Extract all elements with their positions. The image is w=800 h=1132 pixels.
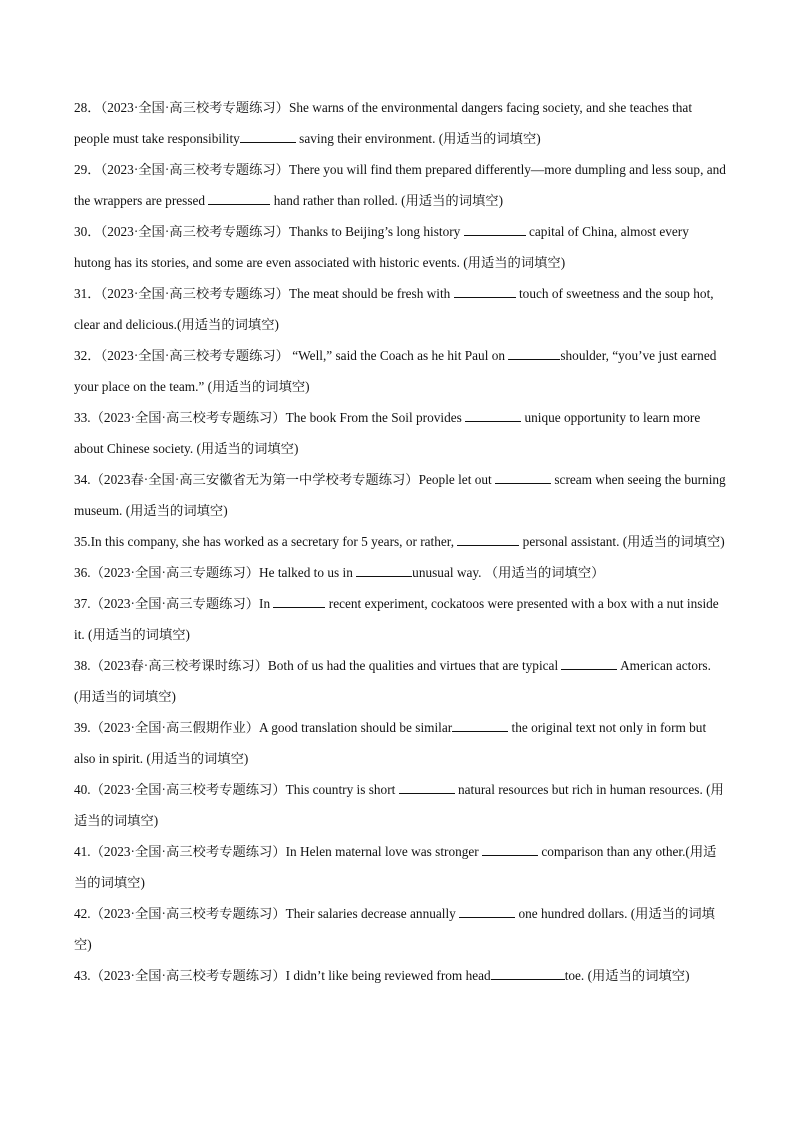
answer-blank[interactable]	[495, 472, 551, 484]
answer-blank[interactable]	[465, 410, 521, 422]
answer-blank[interactable]	[356, 565, 412, 577]
answer-blank[interactable]	[508, 348, 560, 360]
answer-blank[interactable]	[459, 906, 515, 918]
question-39: 39.（2023·全国·高三假期作业）A good translation should be similar the original text not only in form but also in spirit. (用适当的词填空)	[74, 720, 707, 766]
question-42: 42.（2023·全国·高三校考专题练习）Their salaries decrease annually one hundred dollars. (用适当的词填空)	[74, 906, 715, 952]
question-list	[74, 92, 726, 991]
answer-blank[interactable]	[273, 596, 325, 608]
answer-blank[interactable]	[240, 131, 296, 143]
question-38: 38.（2023春·高三校考课时练习）Both of us had the qualities and virtues that are typical American actors.(用适当的词填空)	[74, 658, 711, 704]
question-36: 36.（2023·全国·高三专题练习）He talked to us in unusual way. （用适当的词填空）	[74, 565, 605, 580]
question-43: 43.（2023·全国·高三校考专题练习）I didn’t like being reviewed from head toe. (用适当的词填空)	[74, 968, 690, 983]
question-31: 31．（2023·全国·高三校考专题练习）The meat should be fresh with touch of sweetness and the soup hot, clear and delicious.(用适当的词填空)	[74, 286, 714, 332]
question-37: 37.（2023·全国·高三专题练习）In recent experiment, cockatoos were presented with a box with a nut inside it. (用适当的词填空)	[74, 596, 719, 642]
question-35: 35.In this company, she has worked as a secretary for 5 years, or rather, personal assistant. (用适当的词填空)	[74, 534, 725, 549]
question-34: 34.（2023春·全国·高三安徽省无为第一中学校考专题练习）People let out scream when seeing the burning museum. (用适当的词填空)	[74, 472, 726, 518]
question-40: 40.（2023·全国·高三校考专题练习）This country is short natural resources but rich in human resources. (用适当的词填空)	[74, 782, 724, 828]
answer-blank[interactable]	[454, 286, 516, 298]
question-29: 29．（2023·全国·高三校考专题练习）There you will find them prepared differently—more dumpling and less soup, and the wrappers are pressed hand rather than rolled. (用适当的词填空)	[74, 162, 726, 208]
question-32: 32．（2023·全国·高三校考专题练习） “Well,” said the Coach as he hit Paul on shoulder, “you’ve just earned your place on the team.” (用适当的词填空)	[74, 348, 717, 394]
answer-blank[interactable]	[491, 968, 565, 980]
question-33: 33.（2023·全国·高三校考专题练习）The book From the Soil provides unique opportunity to learn more about Chinese society. (用适当的词填空)	[74, 410, 701, 456]
question-41: 41.（2023·全国·高三校考专题练习）In Helen maternal love was stronger comparison than any other.(用适当的词填空)	[74, 844, 717, 890]
answer-blank[interactable]	[457, 534, 519, 546]
answer-blank[interactable]	[561, 658, 617, 670]
answer-blank[interactable]	[399, 782, 455, 794]
answer-blank[interactable]	[208, 193, 270, 205]
question-28: 28．（2023·全国·高三校考专题练习）She warns of the environmental dangers facing society, and she teaches that people must take responsibility saving their environment. (用适当的词填空)	[74, 100, 693, 146]
answer-blank[interactable]	[482, 844, 538, 856]
question-30: 30．（2023·全国·高三校考专题练习）Thanks to Beijing’s long history capital of China, almost every hutong has its stories, and some are even associated with historic events. (用适当的词填空)	[74, 224, 689, 270]
answer-blank[interactable]	[452, 720, 508, 732]
answer-blank[interactable]	[464, 224, 526, 236]
